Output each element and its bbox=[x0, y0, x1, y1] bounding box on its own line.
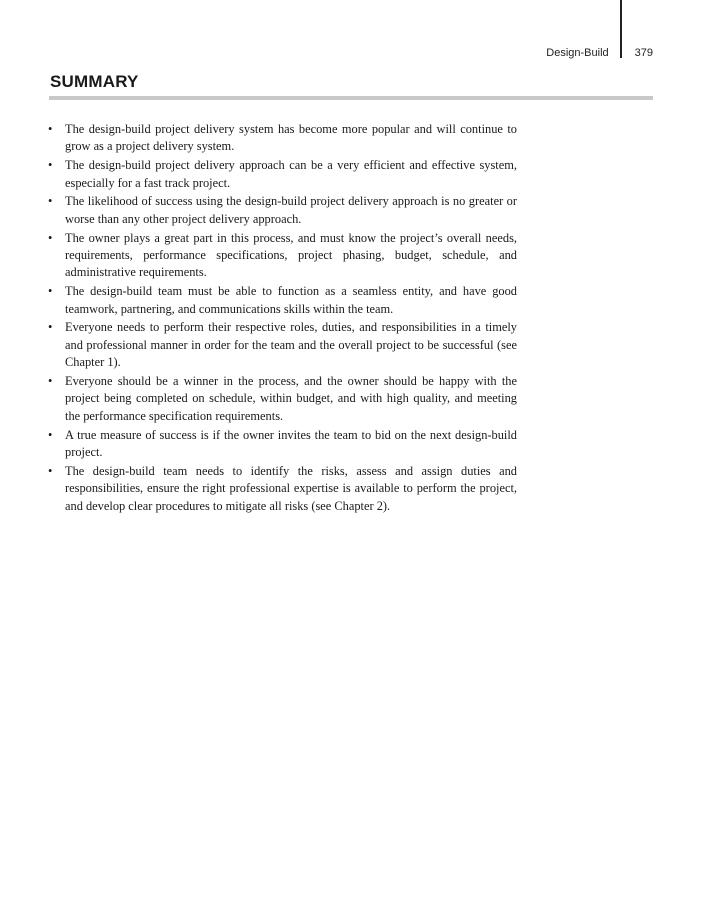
summary-bullet-item bbox=[48, 373, 517, 425]
page-number: 379 bbox=[634, 47, 653, 59]
summary-bullet-item bbox=[48, 157, 517, 192]
bullet-text: Everyone needs to perform their respective roles, duties, and responsibilities in a timely and professional manner in order for the team and the overall project to be successful (see Chapter 1). bbox=[65, 320, 517, 370]
bullet-text: The owner plays a great part in this process, and must know the project’s overall needs, requirements, performance specifications, project phasing, budget, schedule, and administrative requirements. bbox=[65, 230, 517, 280]
bullet-icon: • bbox=[48, 158, 53, 173]
summary-bullet-item bbox=[48, 283, 517, 318]
bullet-icon: • bbox=[48, 194, 53, 209]
bullet-text: A true measure of success is if the owner invites the team to bid on the next design-build project. bbox=[65, 427, 517, 460]
summary-bullet-item bbox=[48, 230, 517, 282]
bullet-icon: • bbox=[48, 427, 53, 442]
summary-bullet-item bbox=[48, 193, 517, 228]
summary-heading: SUMMARY bbox=[50, 72, 139, 91]
bullet-icon: • bbox=[48, 463, 53, 478]
bullet-icon: • bbox=[48, 284, 53, 299]
bullet-text: The likelihood of success using the design-build project delivery approach is no greater or worse than any other project delivery approach. bbox=[65, 194, 517, 226]
bullet-text: The design-build project delivery approach can be a very efficient and effective system, especially for a fast track project. bbox=[65, 158, 517, 190]
summary-bullet-item bbox=[48, 463, 517, 515]
bullet-icon: • bbox=[48, 122, 53, 136]
heading-underline-rule bbox=[49, 96, 653, 100]
bullet-text: Everyone should be a winner in the process, and the owner should be happy with the project being completed on schedule, within budget, and with high quality, and meeting the performance specification requirements. bbox=[65, 374, 517, 423]
bullet-text: The design-build project delivery system has become more popular and will continue to grow as a project delivery system. bbox=[65, 122, 517, 154]
running-header bbox=[546, 44, 653, 62]
bullet-icon: • bbox=[48, 230, 53, 245]
bullet-icon: • bbox=[48, 374, 53, 389]
summary-bullet-list bbox=[48, 121, 517, 516]
bullet-text: The design-build team needs to identify the risks, assess and assign duties and responsibilities, ensure the right professional expertise is available to perform the project, and develop clear procedures to mitigate all risks (see Chapter 2). bbox=[65, 463, 517, 513]
summary-bullet-item bbox=[48, 319, 517, 371]
summary-bullet-item bbox=[48, 427, 517, 462]
running-header-section: Design-Build bbox=[546, 47, 609, 59]
bullet-icon: • bbox=[48, 320, 53, 335]
bullet-text: The design-build team must be able to function as a seamless entity, and have good teamwork, partnering, and communications skills within the team. bbox=[65, 284, 517, 316]
summary-bullet-item bbox=[48, 121, 517, 156]
